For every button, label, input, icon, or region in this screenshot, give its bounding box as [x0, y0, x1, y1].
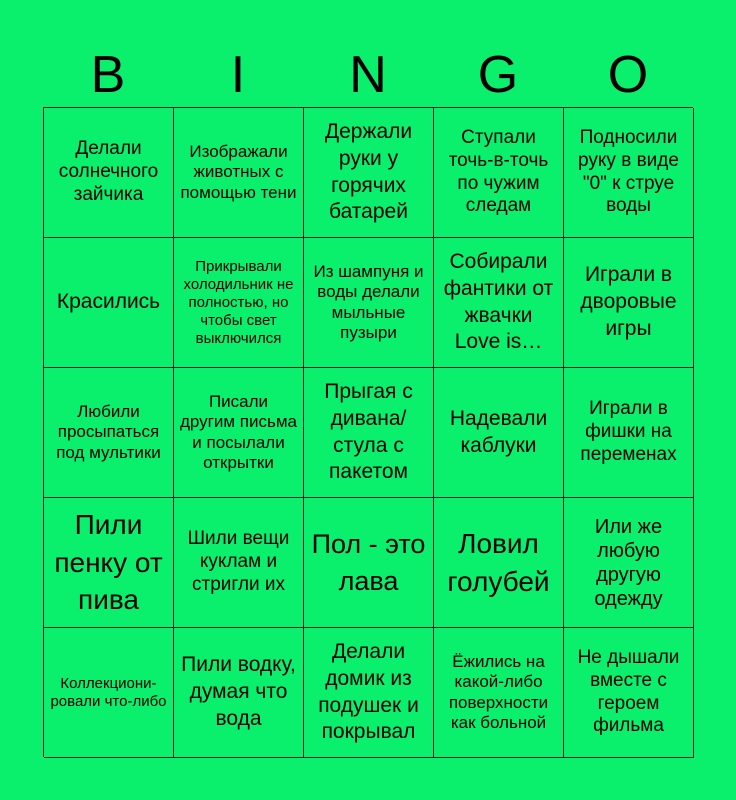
bingo-header — [43, 44, 693, 106]
bingo-cell-r5-c2[interactable] — [174, 628, 304, 758]
cell-text: Подносили руку в виде "0" к струе воды — [578, 126, 679, 217]
bingo-cell-r3-c3[interactable] — [304, 368, 434, 498]
bingo-cell-r1-c2[interactable] — [174, 108, 304, 238]
cell-text: Или же любую другую одежду — [594, 515, 663, 610]
bingo-cell-r4-c2[interactable] — [174, 498, 304, 628]
bingo-cell-r3-c1[interactable] — [44, 368, 174, 498]
cell-text: Прыгая с дивана/ стула с пакетом — [324, 379, 413, 484]
cell-text: Прикрывали холодильник не полностью, но чтобы свет выключился — [183, 257, 294, 347]
cell-text: Шили вещи куклам и стригли их — [187, 528, 290, 595]
cell-text: Ступали точь-в-точь по чужим следам — [448, 126, 549, 217]
cell-text: Надевали каблуки — [449, 406, 548, 457]
bingo-cell-r5-c5[interactable] — [564, 628, 694, 758]
cell-text: Писали другим письма и посылали открытки — [180, 391, 297, 472]
bingo-cell-r2-c1[interactable] — [44, 238, 174, 368]
cell-text: Пол - это лава — [311, 529, 426, 596]
cell-text: Из шампуня и воды делали мыльные пузыри — [313, 261, 424, 342]
header-letter-b: B — [90, 46, 126, 104]
cell-text: Любили просыпаться под мультики — [56, 401, 161, 462]
cell-text: Пили пенку от пива — [54, 508, 163, 616]
bingo-cell-r4-c5[interactable] — [564, 498, 694, 628]
bingo-grid — [43, 107, 693, 757]
cell-text: Не дышали вместе с героем фильма — [577, 646, 680, 737]
cell-text: Играли в дворовые игры — [580, 263, 677, 340]
header-letter-n: N — [349, 46, 387, 104]
cell-text: Собирали фантики от жвачки Love is… — [443, 249, 554, 354]
cell-text: Ёжились на какой-либо поверхности как больной — [448, 651, 549, 732]
bingo-cell-r4-c1[interactable] — [44, 498, 174, 628]
header-letter-i: I — [230, 46, 246, 104]
cell-text: Играли в фишки на переменах — [580, 398, 677, 465]
bingo-cell-r3-c5[interactable] — [564, 368, 694, 498]
bingo-cell-r1-c1[interactable] — [44, 108, 174, 238]
cell-text: Коллекциони-ровали что-либо — [50, 674, 167, 710]
header-letter-g: G — [477, 46, 519, 104]
bingo-cell-r2-c3[interactable] — [304, 238, 434, 368]
bingo-cell-r2-c4[interactable] — [434, 238, 564, 368]
cell-text: Пили водку, думая что вода — [181, 653, 296, 730]
bingo-cell-r3-c4[interactable] — [434, 368, 564, 498]
cell-text: Ловил голубей — [447, 527, 550, 597]
cell-text: Красились — [56, 290, 161, 314]
bingo-cell-r1-c3[interactable] — [304, 108, 434, 238]
cell-text: Делали солнечного зайчика — [58, 138, 159, 205]
bingo-cell-r5-c4[interactable] — [434, 628, 564, 758]
cell-text: Изображали животных с помощью тени — [180, 141, 297, 202]
bingo-cell-r5-c3[interactable] — [304, 628, 434, 758]
cell-text: Делали домик из подушек и покрывал — [318, 639, 419, 744]
bingo-cell-r2-c2[interactable] — [174, 238, 304, 368]
bingo-cell-r4-c3[interactable] — [304, 498, 434, 628]
bingo-cell-r5-c1[interactable] — [44, 628, 174, 758]
header-letter-o: O — [607, 46, 649, 104]
bingo-cell-r1-c4[interactable] — [434, 108, 564, 238]
bingo-cell-r3-c2[interactable] — [174, 368, 304, 498]
cell-text: Держали руки у горячих батарей — [324, 119, 413, 224]
bingo-cell-r2-c5[interactable] — [564, 238, 694, 368]
bingo-cell-r4-c4[interactable] — [434, 498, 564, 628]
bingo-cell-r1-c5[interactable] — [564, 108, 694, 238]
